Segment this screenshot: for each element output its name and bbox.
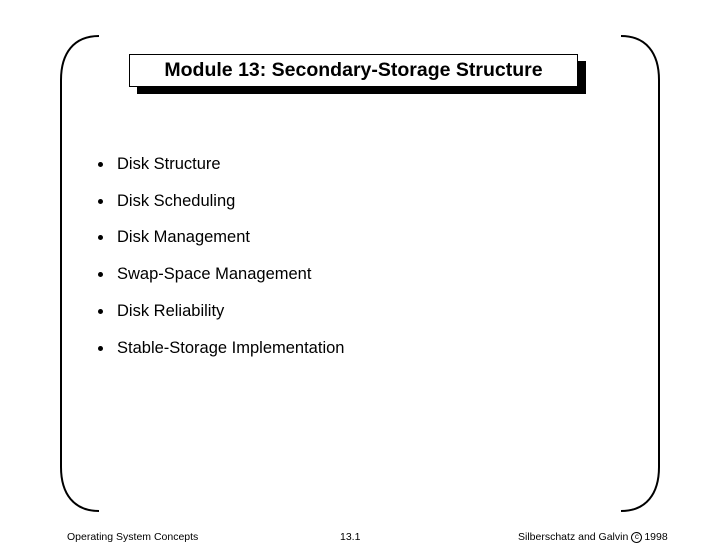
bullet-icon bbox=[98, 162, 103, 167]
footer-year: 1998 bbox=[644, 531, 668, 543]
footer-book-title: Operating System Concepts bbox=[67, 531, 199, 543]
bullet-text: Disk Scheduling bbox=[117, 191, 236, 210]
bullet-text: Swap-Space Management bbox=[117, 265, 312, 284]
footer-authors: Silberschatz and Galvin bbox=[518, 531, 629, 543]
list-item bbox=[96, 256, 344, 293]
list-item bbox=[96, 293, 344, 330]
list-item bbox=[96, 183, 344, 220]
bullet-text: Disk Management bbox=[117, 228, 250, 247]
bullet-icon bbox=[98, 199, 103, 204]
list-item bbox=[96, 220, 344, 257]
bullet-text: Stable-Storage Implementation bbox=[117, 338, 345, 357]
slide-title-box bbox=[129, 54, 578, 87]
slide-title: Module 13: Secondary-Storage Structure bbox=[164, 59, 543, 81]
bullet-icon bbox=[98, 272, 103, 277]
list-item bbox=[96, 330, 344, 367]
bullet-icon bbox=[98, 309, 103, 314]
bullet-text: Disk Structure bbox=[117, 154, 221, 173]
bullet-text: Disk Reliability bbox=[117, 302, 225, 321]
bullet-icon bbox=[98, 235, 103, 240]
bullet-list bbox=[96, 146, 344, 367]
copyright-icon: c bbox=[631, 532, 642, 543]
footer-slide-number: 13.1 bbox=[340, 531, 361, 543]
list-item bbox=[96, 146, 344, 183]
bullet-icon bbox=[98, 346, 103, 351]
footer-copyright bbox=[518, 531, 668, 543]
